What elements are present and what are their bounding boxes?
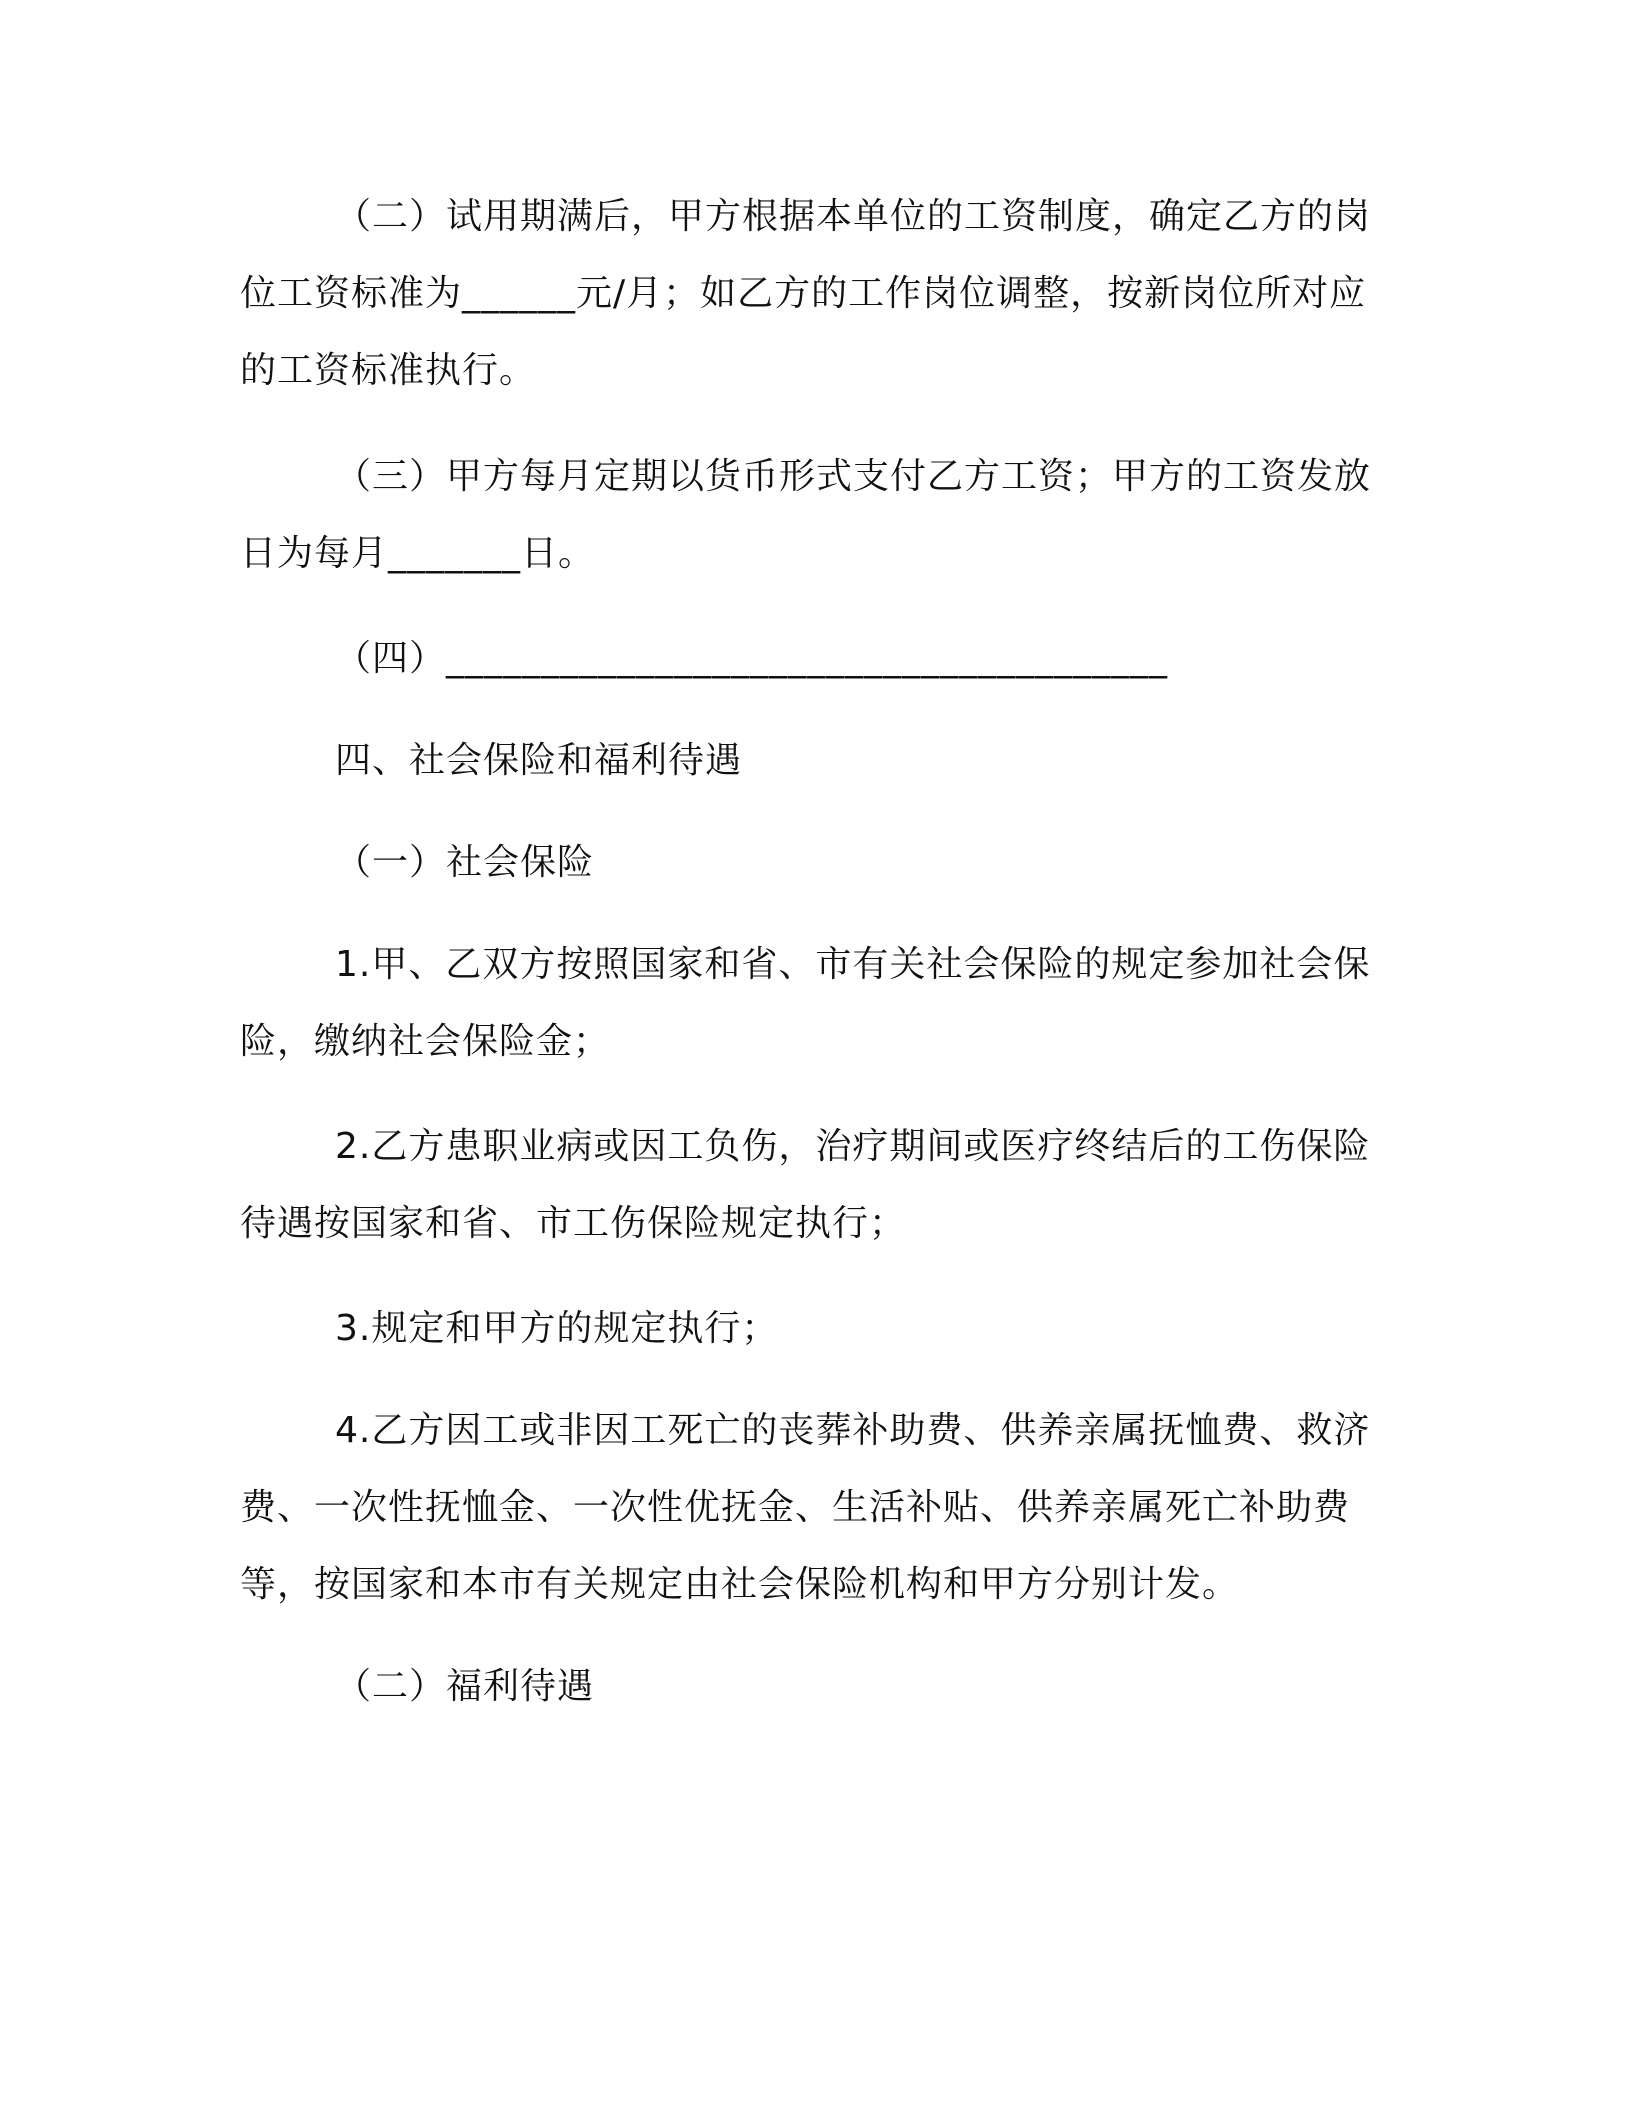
subheading-welfare: （二）福利待遇 (335, 1666, 595, 1707)
paragraph-item-four-blank: （四）______________________________________ (335, 638, 1169, 679)
paragraph-insurance-item-2: 2.乙方患职业病或因工负伤，治疗期间或医疗终结后的工伤保险待遇按国家和省、市工伤保险规定执行； (240, 1126, 1371, 1244)
section-heading-social-insurance-welfare: 四、社会保险和福利待遇 (335, 740, 743, 781)
subheading-social-insurance: （一）社会保险 (335, 842, 595, 883)
paragraph-payment-date: （三）甲方每月定期以货币形式支付乙方工资；甲方的工资发放日为每月_______日。 (240, 456, 1372, 574)
paragraph-insurance-item-4: 4.乙方因工或非因工死亡的丧葬补助费、供养亲属抚恤费、救济费、一次性抚恤金、一次性优抚金、生活补贴、供养亲属死亡补助费等，按国家和本市有关规定由社会保险机构和甲方分别计发。 (240, 1410, 1371, 1605)
paragraph-insurance-item-3: 3.规定和甲方的规定执行； (335, 1308, 779, 1349)
paragraph-probation-wage: （二）试用期满后，甲方根据本单位的工资制度，确定乙方的岗位工资标准为______元/月；如乙方的工作岗位调整，按新岗位所对应的工资标准执行。 (240, 196, 1372, 391)
paragraph-insurance-item-1: 1.甲、乙双方按照国家和省、市有关社会保险的规定参加社会保险，缴纳社会保险金； (240, 944, 1371, 1062)
